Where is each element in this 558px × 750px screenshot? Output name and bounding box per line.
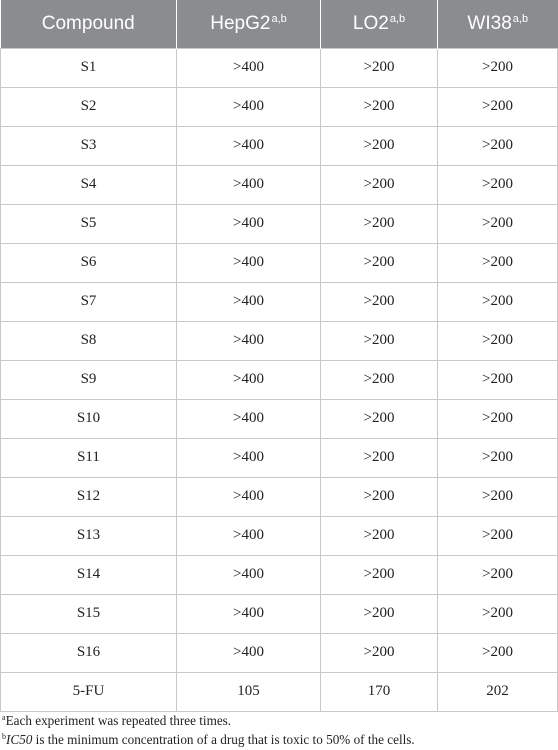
lo2-cell: >200 xyxy=(321,321,438,360)
table-row xyxy=(1,204,558,243)
hepg2-cell: >400 xyxy=(177,321,321,360)
wi38-cell: >200 xyxy=(438,477,558,516)
compound-cell: S6 xyxy=(1,243,177,282)
hepg2-cell: >400 xyxy=(177,438,321,477)
hepg2-cell: >400 xyxy=(177,399,321,438)
wi38-cell: >200 xyxy=(438,594,558,633)
compound-cell: S3 xyxy=(1,126,177,165)
compound-cell: S14 xyxy=(1,555,177,594)
wi38-cell: >200 xyxy=(438,48,558,87)
hepg2-cell: >400 xyxy=(177,516,321,555)
hepg2-cell: >400 xyxy=(177,282,321,321)
compound-cell: S12 xyxy=(1,477,177,516)
compound-cell: S2 xyxy=(1,87,177,126)
wi38-cell: >200 xyxy=(438,165,558,204)
table-row xyxy=(1,516,558,555)
wi38-cell: >200 xyxy=(438,438,558,477)
compound-cell: 5-FU xyxy=(1,672,177,711)
table-row xyxy=(1,360,558,399)
lo2-cell: >200 xyxy=(321,360,438,399)
header-lo2: LO2$^{a,b}$ xyxy=(321,0,438,48)
lo2-cell: >200 xyxy=(321,555,438,594)
table-header xyxy=(1,0,558,48)
compound-cell: S4 xyxy=(1,165,177,204)
wi38-cell: >200 xyxy=(438,633,558,672)
compound-cell: S9 xyxy=(1,360,177,399)
lo2-cell: >200 xyxy=(321,126,438,165)
wi38-cell: >200 xyxy=(438,321,558,360)
compound-cell: S1 xyxy=(1,48,177,87)
table-row xyxy=(1,48,558,87)
lo2-cell: >200 xyxy=(321,282,438,321)
footnote-b: $^b$IC50 is the minimum concentration of a drug that is toxic to 50% of the cells. xyxy=(2,732,415,747)
hepg2-cell: >400 xyxy=(177,633,321,672)
table-row xyxy=(1,555,558,594)
hepg2-cell: >400 xyxy=(177,87,321,126)
compound-cell: S13 xyxy=(1,516,177,555)
wi38-cell: >200 xyxy=(438,87,558,126)
compound-cell: S11 xyxy=(1,438,177,477)
hepg2-cell: >400 xyxy=(177,360,321,399)
lo2-cell: >200 xyxy=(321,399,438,438)
wi38-cell: >200 xyxy=(438,204,558,243)
table-row xyxy=(1,282,558,321)
lo2-cell: >200 xyxy=(321,516,438,555)
table-row xyxy=(1,594,558,633)
wi38-cell: >200 xyxy=(438,126,558,165)
lo2-cell: >200 xyxy=(321,87,438,126)
table-row xyxy=(1,438,558,477)
table-row xyxy=(1,477,558,516)
lo2-cell: >200 xyxy=(321,633,438,672)
header-compound: Compound xyxy=(41,12,135,34)
lo2-cell: >200 xyxy=(321,204,438,243)
hepg2-cell: >400 xyxy=(177,165,321,204)
table-body xyxy=(1,48,558,711)
table-row xyxy=(1,633,558,672)
hepg2-cell: >400 xyxy=(177,594,321,633)
lo2-cell: >200 xyxy=(321,243,438,282)
hepg2-cell: >400 xyxy=(177,477,321,516)
footnotes xyxy=(2,711,556,749)
hepg2-cell: >400 xyxy=(177,243,321,282)
table-row xyxy=(1,399,558,438)
compound-cell: S10 xyxy=(1,399,177,438)
wi38-cell: 202 xyxy=(438,672,558,711)
hepg2-cell: >400 xyxy=(177,555,321,594)
lo2-cell: >200 xyxy=(321,477,438,516)
wi38-cell: >200 xyxy=(438,399,558,438)
wi38-cell: >200 xyxy=(438,516,558,555)
hepg2-cell: >400 xyxy=(177,204,321,243)
lo2-cell: >200 xyxy=(321,438,438,477)
footnote-a: $^a$Each experiment was repeated three times. xyxy=(2,713,232,728)
compound-cell: S7 xyxy=(1,282,177,321)
table-row xyxy=(1,672,558,711)
hepg2-cell: >400 xyxy=(177,48,321,87)
table-row xyxy=(1,243,558,282)
table-row xyxy=(1,165,558,204)
compound-cell: S16 xyxy=(1,633,177,672)
lo2-cell: 170 xyxy=(321,672,438,711)
table-row xyxy=(1,126,558,165)
lo2-cell: >200 xyxy=(321,594,438,633)
hepg2-cell: 105 xyxy=(177,672,321,711)
wi38-cell: >200 xyxy=(438,555,558,594)
compound-cell: S5 xyxy=(1,204,177,243)
hepg2-cell: >400 xyxy=(177,126,321,165)
table-row xyxy=(1,321,558,360)
header-hepg2: HepG2$^{a,b}$ xyxy=(177,0,321,48)
compound-cell: S8 xyxy=(1,321,177,360)
lo2-cell: >200 xyxy=(321,48,438,87)
wi38-cell: >200 xyxy=(438,360,558,399)
lo2-cell: >200 xyxy=(321,165,438,204)
compound-cell: S15 xyxy=(1,594,177,633)
table-row xyxy=(1,87,558,126)
wi38-cell: >200 xyxy=(438,243,558,282)
wi38-cell: >200 xyxy=(438,282,558,321)
header-wi38: WI38$^{a,b}$ xyxy=(438,0,558,48)
header-row xyxy=(1,0,558,48)
